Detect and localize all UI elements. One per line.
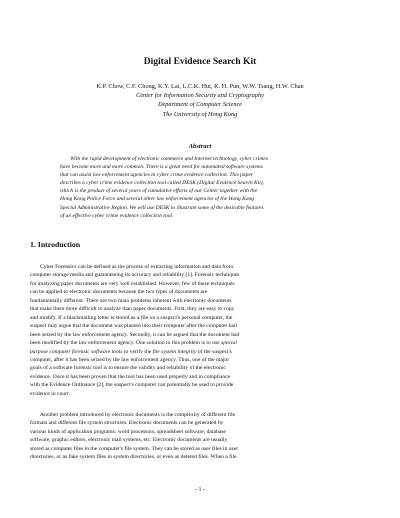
text-line: computer storage media and guaranteeing its accuracy and reliability [1]. Forensic techniques	[30, 272, 240, 279]
affiliation-line: Center for Information Security and Cryptography	[136, 92, 264, 100]
text-line: that make them more difficult to analyze than paper documents. First, they are easy to copy	[30, 306, 235, 313]
abstract-line: Special Administrative Region. We will use DESK to illustrate some of the desirable features	[60, 204, 264, 211]
abstract-line: describes a cyber crime evidence collection tool called DESK (Digital Evidence Search Kit),	[60, 180, 264, 187]
text-line: suspect may argue that the document was planted into their computer after the computer had	[30, 323, 237, 330]
text-line: been modified by the law enforcement agency. One solution to this problem is to use special	[30, 340, 237, 347]
emphasis: special	[221, 340, 237, 347]
paper-title: Digital Evidence Search Kit	[143, 57, 257, 67]
abstract-line: Hong Kong Police Force and several other law enforcement agencies of the Hong Kong	[60, 196, 255, 203]
intro-paragraph-2	[30, 411, 372, 462]
text-line: purpose computer forensic software tools to verify the file system integrity of the suspect's	[30, 348, 232, 355]
text-line: evidence in court.	[30, 390, 70, 397]
text-line: computer, after it has been seized by the law enforcement agency. Thus, one of the major	[30, 356, 230, 363]
abstract-line: have become more and more common. There is a great need for automated software systems	[60, 164, 263, 171]
text-line: goals of a software forensic tool is to ensure the validity and reliability of the electronic	[30, 365, 226, 372]
author-block	[20, 82, 380, 119]
section-heading: 1. Introduction	[30, 240, 81, 249]
affiliation-line: The University of Hong Kong	[162, 110, 238, 118]
text-line: and modify. If a blackmailing letter is stored as a file on a suspect's personal computer, the	[30, 314, 233, 321]
text-line: evidence. Once it has been proven that the tool has been used properly and in compliance	[30, 373, 231, 380]
abstract-heading: Abstract	[188, 143, 212, 150]
text-line: with the Evidence Ordinance [2], the suspect's computer can potentially be used to provide	[30, 382, 234, 389]
text-line: been seized by the law enforcement agency. Secondly, it can be argued that the document had	[30, 331, 240, 338]
text-line: Another problem introduced by electronic documents is the complexity of different file	[40, 412, 236, 418]
text-line: can be applied to electronic documents because the two types of documents are	[30, 289, 208, 296]
text-line: various kinds of application programs: word processors, spreadsheet software, database	[30, 428, 226, 435]
abstract-line: of an effective cyber crime evidence collection tool.	[60, 212, 174, 219]
page-number: - 1 -	[195, 487, 205, 493]
author-list: K.P. Chow, C.F. Chong, K.Y. Lai, L.C.K. Hui, K. H. Pun, W.W. Tsang, H.W. Chan	[96, 83, 304, 90]
intro-paragraph-1	[30, 263, 372, 398]
emphasis: purpose computer forensic software tools	[30, 348, 123, 355]
text-line: Cyber Forensics can be defined as the process of extracting information and data from	[40, 264, 234, 270]
emphasis: file system integrity	[152, 348, 197, 355]
text-line: software, graphic editors, electronic mail systems, etc. Electronic documents are usually	[30, 437, 228, 444]
text-line: formats and different file system structures. Electronic documents can be generated by	[30, 420, 224, 427]
abstract-line: With the rapid development of electronic commerce and Internet technology, cyber crimes	[70, 156, 268, 162]
affiliation-line: Department of Computer Science	[157, 101, 243, 109]
text-line: stored as computer files in the computer's file system. They can be stored as user files in user	[30, 445, 239, 452]
text-line: fundamentally different. There are two main problems inherent with electronic documents	[30, 297, 232, 304]
abstract-line: that can assist law enforcement agencies in cyber crime evidence collection. This paper	[60, 172, 254, 179]
text-line: directories, or as fake system files in system directories, or even as deleted files. When a file	[30, 454, 237, 461]
abstract-body	[60, 155, 342, 220]
text-line: for analyzing paper documents are very well established. However, few of these techniques	[30, 280, 235, 287]
abstract-line: which is the product of several years of cumulative efforts of our Center together with the	[60, 188, 258, 195]
